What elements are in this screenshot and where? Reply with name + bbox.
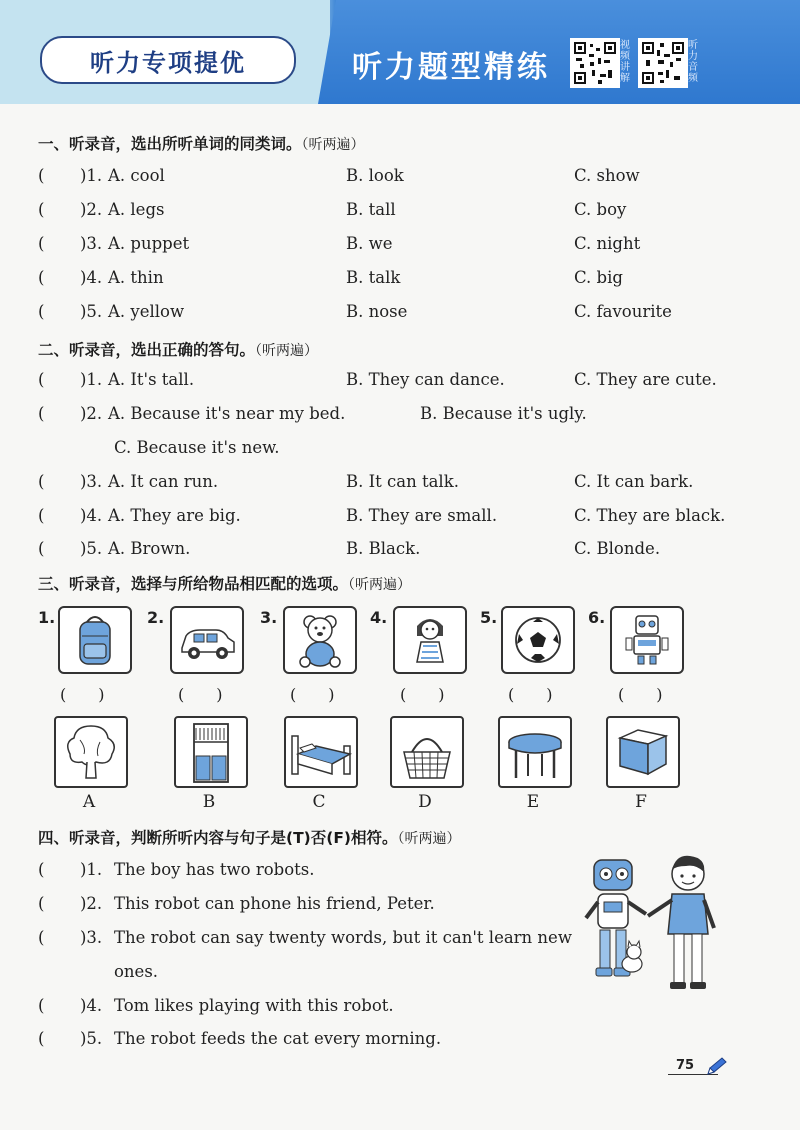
section4-note: （听两遍） [397,831,461,847]
option-a: A. yellow [108,302,185,321]
option-c: C. favourite [574,302,672,321]
option-letter: C [312,792,326,812]
answer-paren[interactable]: ( [38,928,45,947]
option-a: A. Because it's near my bed. [108,404,346,423]
option-c: C. They are cute. [574,370,717,389]
picture-number: 2. [147,608,165,627]
picture-number: 6. [588,608,606,627]
option-c: C. It can bark. [574,472,694,491]
picture-number: 1. [38,608,56,627]
statement-text: This robot can phone his friend, Peter. [114,894,435,913]
picture-number: 3. [260,608,278,627]
qr-code-icon [570,38,620,88]
robot-and-boy-illustration [576,852,736,998]
option-a: A. It can run. [108,472,219,491]
question-row [38,996,778,1022]
answer-paren[interactable]: ( [38,860,45,879]
section4-title-text: 四、听录音，判断所听内容与句子是(T)否(F)相符。 [38,829,398,847]
answer-paren[interactable]: ( ) [290,685,335,704]
header-section-label: 听力专项提优 [40,36,296,84]
statement-text-continued: ones. [114,962,159,981]
picture-number: 4. [370,608,388,627]
question-row [38,302,778,328]
option-c: C. They are black. [574,506,726,525]
option-b: B. look [346,166,404,185]
question-row [38,506,778,532]
answer-paren[interactable]: ( ) [618,685,663,704]
bed-icon [284,716,358,788]
qr-label-audio: 听力音频 [688,40,698,84]
option-b: B. They can dance. [346,370,505,389]
answer-paren[interactable]: ( [38,539,45,558]
option-c: C. Blonde. [574,539,661,558]
option-b: B. tall [346,200,396,219]
option-letter: E [526,792,540,812]
option-c: C. boy [574,200,627,219]
question-number: )2. [80,200,103,219]
option-a: A. It's tall. [108,370,195,389]
answer-paren[interactable]: ( [38,472,45,491]
question-row [38,166,778,192]
tree-icon [54,716,128,788]
teddy-bear-icon [283,606,357,674]
option-a: A. legs [108,200,165,219]
option-letter: D [418,792,432,812]
option-c: C. big [574,268,623,287]
option-a: A. Brown. [108,539,191,558]
football-icon [501,606,575,674]
statement-text: The robot feeds the cat every morning. [114,1029,442,1048]
question-number: )4. [80,268,103,287]
answer-paren[interactable]: ( ) [508,685,553,704]
section1-title [38,132,365,154]
answer-paren[interactable]: ( [38,234,45,253]
section3-note: （听两遍） [348,577,412,593]
answer-paren[interactable]: ( ) [178,685,223,704]
table-icon [498,716,572,788]
answer-paren[interactable]: ( [38,268,45,287]
option-c: C. show [574,166,640,185]
option-letter: F [635,792,647,812]
answer-paren[interactable]: ( ) [400,685,445,704]
question-row [38,404,778,430]
option-a: A. thin [108,268,164,287]
question-number: )2. [80,404,103,423]
section4-title [38,826,461,848]
answer-paren[interactable]: ( [38,200,45,219]
answer-paren[interactable]: ( [38,506,45,525]
qr-code-icon [638,38,688,88]
pencil-icon [706,1056,730,1080]
question-row [38,234,778,260]
question-row [38,1029,778,1055]
option-c: C. night [574,234,641,253]
question-row [38,200,778,226]
question-number: )4. [80,506,103,525]
box-icon [606,716,680,788]
robot-icon [610,606,684,674]
backpack-icon [58,606,132,674]
option-b: B. nose [346,302,408,321]
option-b: B. Because it's ugly. [420,404,587,423]
section3-title [38,572,411,594]
bookcase-icon [174,716,248,788]
question-row [38,472,778,498]
basket-icon [390,716,464,788]
page-header [0,0,800,104]
option-b: B. They are small. [346,506,498,525]
question-number: )5. [80,539,103,558]
section1-note: （听两遍） [301,137,365,153]
option-b: B. It can talk. [346,472,459,491]
qr-label-video: 视频讲解 [620,40,630,84]
option-c: C. Because it's new. [114,438,280,457]
section3-title-text: 三、听录音，选择与所给物品相匹配的选项。 [38,575,349,593]
section2-title-text: 二、听录音，选出正确的答句。 [38,341,256,359]
question-row [38,268,778,294]
question-number: )4. [80,996,103,1015]
option-a: A. They are big. [108,506,241,525]
question-number: )5. [80,302,103,321]
statement-text: Tom likes playing with this robot. [114,996,394,1015]
option-a: A. puppet [108,234,190,253]
car-icon [170,606,244,674]
question-row [38,370,778,396]
answer-paren[interactable]: ( ) [60,685,105,704]
answer-paren[interactable]: ( [38,894,45,913]
answer-paren[interactable]: ( [38,302,45,321]
section2-note: （听两遍） [255,343,319,359]
section1-title-text: 一、听录音，选出所听单词的同类词。 [38,135,302,153]
page-number: 75 [676,1058,695,1073]
question-number: )5. [80,1029,103,1048]
statement-text: The boy has two robots. [114,860,315,879]
answer-paren[interactable]: ( [38,404,45,423]
option-b: B. talk [346,268,401,287]
statement-text: The robot can say twenty words, but it can't learn new [114,928,572,947]
answer-paren[interactable]: ( [38,1029,45,1048]
question-number: )3. [80,928,103,947]
option-b: B. Black. [346,539,421,558]
picture-number: 5. [480,608,498,627]
question-number: )3. [80,234,103,253]
section2-title [38,338,318,360]
question-number: )1. [80,166,103,185]
answer-paren[interactable]: ( [38,166,45,185]
question-number: )1. [80,860,103,879]
question-number: )2. [80,894,103,913]
question-row [38,539,778,565]
answer-paren[interactable]: ( [38,996,45,1015]
option-b: B. we [346,234,393,253]
question-number: )3. [80,472,103,491]
option-a: A. cool [108,166,165,185]
question-number: )1. [80,370,103,389]
doll-icon [393,606,467,674]
header-title: 听力题型精练 [352,50,550,85]
question-row-continued [38,438,778,464]
answer-paren[interactable]: ( [38,370,45,389]
option-letter: A [82,792,96,812]
option-letter: B [202,792,216,812]
